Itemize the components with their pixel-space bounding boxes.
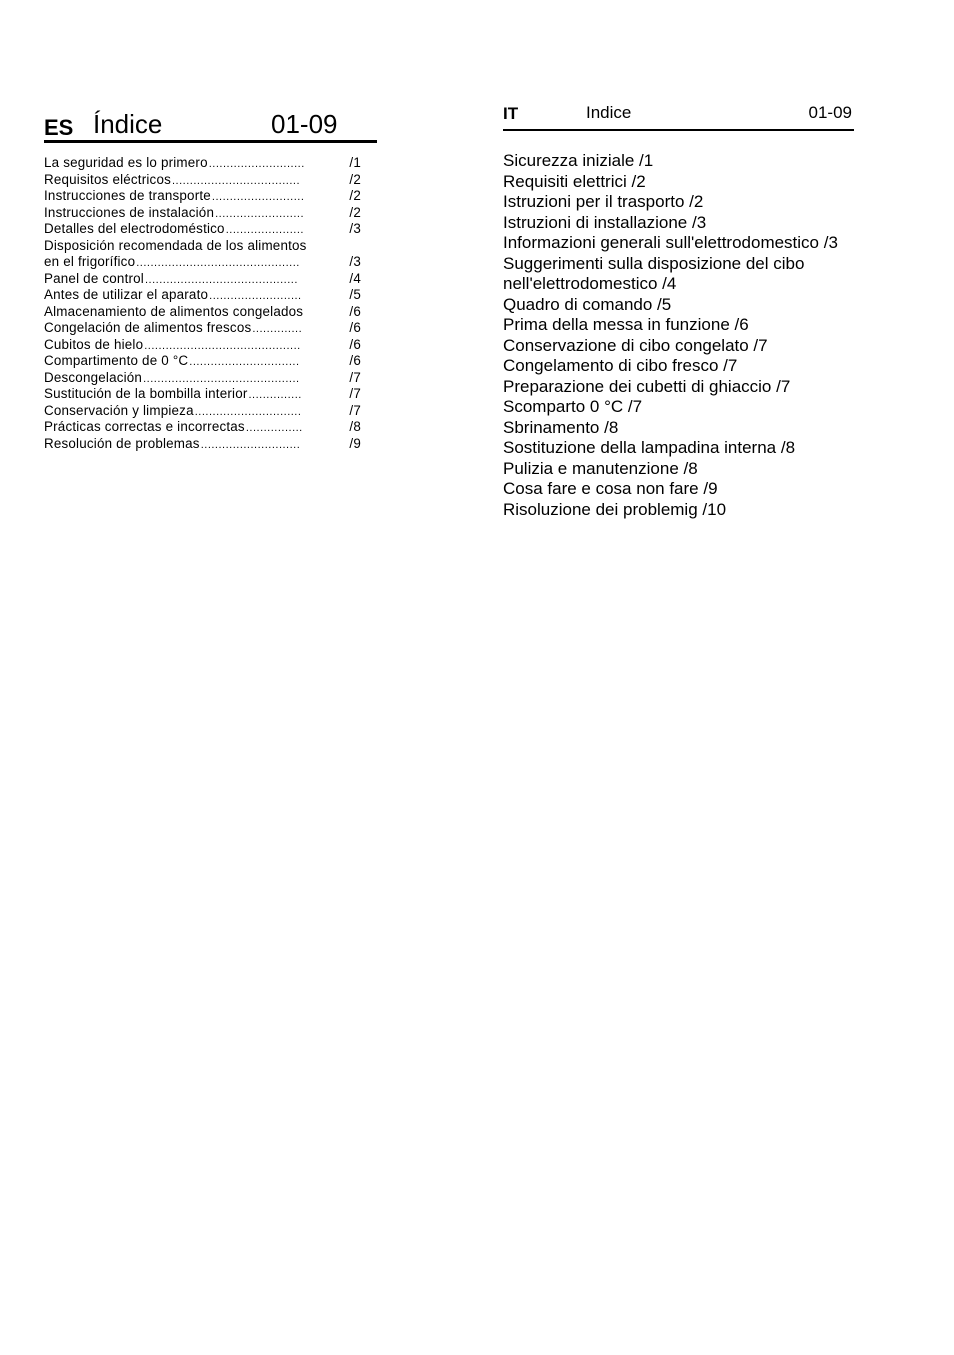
toc-entry-page: /2 xyxy=(349,204,361,220)
toc-entry-leader: ................ xyxy=(245,422,303,434)
toc-entry: Istruzioni di installazione /3 xyxy=(503,212,707,232)
toc-entry: Prima della messa in funzione /6 xyxy=(503,315,749,334)
toc-entry: Requisiti elettrici /2 xyxy=(503,171,646,191)
toc-entry xyxy=(44,320,361,337)
toc-entry-label: Instrucciones de transporte xyxy=(44,188,211,203)
toc-entry-label: Conservación y limpieza xyxy=(44,402,194,418)
toc-entry-page: /9 xyxy=(349,435,361,451)
toc-entry-leader: .................................... xyxy=(172,174,301,187)
toc-es-list xyxy=(44,155,361,452)
toc-entry: Preparazione dei cubetti di ghiaccio /7 xyxy=(503,376,791,396)
toc-entry-label: Instrucciones de instalación xyxy=(44,204,215,220)
toc-entry-label: Resolución de problemas xyxy=(44,435,200,451)
toc-entry-label: en el frigorífico xyxy=(44,254,136,269)
toc-entry-leader: ............................ xyxy=(200,438,301,451)
toc-entry: Conservazione di cibo congelato /7 xyxy=(503,335,768,355)
toc-entry xyxy=(44,419,361,436)
toc-entry-leader: ........................... xyxy=(208,158,305,170)
toc-date: 01-09 xyxy=(808,103,852,122)
toc-entry-label: Prácticas correctas e incorrectas xyxy=(44,419,245,434)
toc-entry-label: Almacenamiento de alimentos congelados xyxy=(44,303,304,319)
toc-entry xyxy=(44,353,361,370)
toc-entry-label: Compartimento de 0 °C xyxy=(44,353,189,368)
toc-entry xyxy=(44,403,361,420)
toc-entry-label: Detalles del electrodoméstico xyxy=(44,221,225,236)
toc-es-header xyxy=(44,108,377,143)
toc-entry-leader: .............................. xyxy=(194,405,302,418)
toc-entry: Suggerimenti sulla disposizione del cibo xyxy=(503,253,805,273)
toc-entry-page: /2 xyxy=(349,171,361,187)
toc-entry-leader: ......................... xyxy=(215,207,305,220)
toc-entry xyxy=(44,221,361,238)
toc-entry xyxy=(44,205,361,222)
toc-entry-label: Disposición recomendada de los alimentos xyxy=(44,237,307,253)
toc-entry xyxy=(44,155,361,172)
toc-entry-leader: ...................... xyxy=(225,224,304,236)
toc-entry: Istruzioni per il trasporto /2 xyxy=(503,192,704,211)
toc-entry xyxy=(44,271,361,288)
toc-entry-page: /7 xyxy=(349,369,361,385)
toc-entry-label: Requisitos eléctricos xyxy=(44,171,171,187)
toc-entry-leader: ............................... xyxy=(189,356,300,368)
toc-it-header xyxy=(503,102,854,131)
toc-entry-label: Sustitución de la bombilla interior xyxy=(44,386,248,401)
language-code: ES xyxy=(44,115,74,140)
toc-entry-leader: .............................................. xyxy=(136,257,300,269)
toc-entry xyxy=(44,287,361,304)
toc-entry: Congelamento di cibo fresco /7 xyxy=(503,356,738,375)
toc-entry: Quadro di comando /5 xyxy=(503,294,672,314)
toc-entry-page: /3 xyxy=(349,254,361,269)
toc-entry-leader: ............................................ xyxy=(143,372,300,385)
toc-entry xyxy=(44,436,361,453)
toc-date: 01-09 xyxy=(271,109,338,139)
toc-entry: Scomparto 0 °C /7 xyxy=(503,397,643,416)
toc-it-list xyxy=(503,151,854,520)
language-code: IT xyxy=(503,104,519,123)
toc-entry xyxy=(44,337,361,354)
toc-entry: Informazioni generali sull'elettrodomestico /3 xyxy=(503,233,838,252)
toc-entry-leader: ............................................ xyxy=(144,339,301,352)
toc-entry-leader: .......................... xyxy=(209,290,302,302)
toc-entry: Cosa fare e cosa non fare /9 xyxy=(503,479,718,498)
toc-es xyxy=(44,108,377,452)
toc-entry-leader: .............. xyxy=(252,323,303,335)
toc-entry xyxy=(44,238,361,255)
toc-entry: Pulizia e manutenzione /8 xyxy=(503,458,698,478)
toc-entry xyxy=(44,188,361,205)
toc-entry-label: Descongelación xyxy=(44,369,143,385)
toc-entry-page: /6 xyxy=(349,303,361,319)
toc-entry-page: /2 xyxy=(349,188,361,203)
toc-entry: Sostituzione della lampadina interna /8 xyxy=(503,438,796,457)
toc-entry-leader: .......................... xyxy=(211,191,305,203)
toc-entry-page: /6 xyxy=(349,320,361,335)
toc-entry-label: Panel de control xyxy=(44,270,144,286)
toc-title: Índice xyxy=(93,109,163,139)
toc-entry-page: /7 xyxy=(349,402,361,418)
toc-title: Indice xyxy=(586,103,632,122)
toc-entry-label: Congelación de alimentos frescos xyxy=(44,320,252,335)
toc-entry-page: /3 xyxy=(349,221,361,236)
toc-entry-page: /7 xyxy=(349,386,361,401)
toc-entry-page: /6 xyxy=(349,336,361,352)
toc-entry: Sicurezza iniziale /1 xyxy=(503,151,654,170)
toc-entry-label: Cubitos de hielo xyxy=(44,336,144,352)
toc-entry xyxy=(44,254,361,271)
toc-entry-page: /1 xyxy=(349,155,361,170)
toc-it xyxy=(503,102,854,520)
toc-entry-leader: ........................................... xyxy=(144,273,298,286)
toc-entry: nell'elettrodomestico /4 xyxy=(503,274,677,293)
toc-entry xyxy=(44,304,361,321)
toc-entry xyxy=(44,172,361,189)
toc-entry-label: La seguridad es lo primero xyxy=(44,155,208,170)
toc-entry-page: /8 xyxy=(349,419,361,434)
toc-entry: Sbrinamento /8 xyxy=(503,417,619,437)
toc-entry-label: Antes de utilizar el aparato xyxy=(44,287,209,302)
toc-entry-leader: ............... xyxy=(248,389,302,401)
toc-entry xyxy=(44,386,361,403)
toc-entry-page: /6 xyxy=(349,353,361,368)
toc-entry-page: /4 xyxy=(349,270,361,286)
toc-entry: Risoluzione dei problemig /10 xyxy=(503,499,727,519)
toc-entry xyxy=(44,370,361,387)
toc-entry-page: /5 xyxy=(349,287,361,302)
